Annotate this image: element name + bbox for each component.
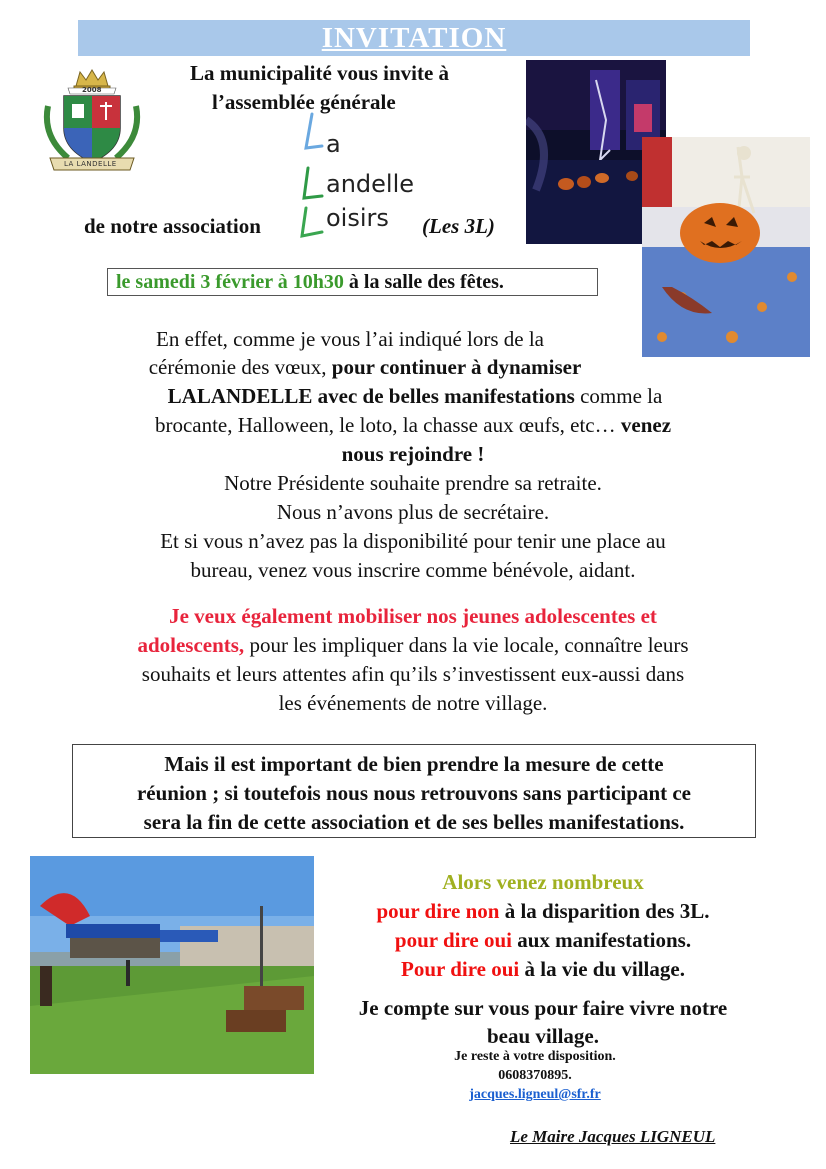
crest-year: 2008 [82, 86, 102, 94]
youth-line-2: adolescents, pour les impliquer dans la vie locale, connaître leurs [137, 633, 689, 657]
closing-line-2: pour dire oui aux manifestations. [394, 928, 692, 952]
closing-phone: 0608370895. [498, 1068, 572, 1083]
logo-row-2: andelle [326, 170, 415, 198]
pumpkin-photo [642, 137, 810, 357]
youth-line-3: souhaits et leurs attentes afin qu’ils s’investissent eux-aussi dans [141, 662, 685, 686]
closing-call: Alors venez nombreux [442, 870, 644, 894]
closing-line-3: Pour dire oui à la vie du village. [401, 957, 685, 981]
village-photo [30, 856, 314, 1074]
youth-line-1: Je veux également mobiliser nos jeunes adolescentes et [169, 604, 657, 628]
closing-dispo: Je reste à votre disposition. [454, 1049, 616, 1064]
logo-row-3: oisirs [326, 204, 389, 232]
warning-line-1: Mais il est important de bien prendre la mesure de cette [164, 752, 664, 776]
closing-count-2: beau village. [486, 1024, 599, 1048]
body-line-5: nous rejoindre ! [341, 442, 485, 466]
association-logo [296, 112, 430, 242]
warning-line-2: réunion ; si toutefois nous nous retrouvons sans participant ce [136, 781, 692, 805]
closing-line-1: pour dire non à la disparition des 3L. [376, 899, 710, 923]
page-title: INVITATION [321, 21, 507, 54]
logo-row-1: a [326, 130, 341, 158]
body-line-2: cérémonie des vœux, pour continuer à dynamiser [148, 355, 582, 379]
body-line-6: Notre Présidente souhaite prendre sa retraite. [224, 471, 602, 495]
date-box [107, 268, 598, 296]
closing-count-1: Je compte sur vous pour faire vivre notre [358, 996, 728, 1020]
youth-line-4: les événements de notre village. [278, 691, 548, 715]
body-line-8: Et si vous n’avez pas la disponibilité pour tenir une place au [160, 529, 666, 553]
association-abbr: (Les 3L) [422, 214, 495, 238]
intro-line-3: de notre association [84, 214, 261, 238]
title-bar [78, 20, 750, 56]
contact-email-link[interactable]: jacques.ligneul@sfr.fr [469, 1087, 601, 1102]
warning-line-3: sera la fin de cette association et de ses belles manifestations. [143, 810, 685, 834]
intro-line-1: La municipalité vous invite à [190, 61, 450, 85]
warning-box [72, 744, 756, 838]
body-line-4: brocante, Halloween, le loto, la chasse aux œufs, etc… venez [154, 413, 672, 437]
body-line-1: En effet, comme je vous l’ai indiqué lors de la [156, 327, 544, 351]
meeting-place: à la salle des fêtes. [343, 271, 504, 293]
crest-logo [38, 66, 146, 174]
body-line-9: bureau, venez vous inscrire comme bénévole, aidant. [190, 558, 636, 582]
body-line-7: Nous n’avons plus de secrétaire. [276, 500, 550, 524]
meeting-date: le samedi 3 février à 10h30 [116, 271, 344, 293]
crest-banner: LA LANDELLE [64, 160, 117, 168]
signature: Le Maire Jacques LIGNEUL [510, 1127, 716, 1146]
body-line-3: LALANDELLE avec de belles manifestations comme la [167, 384, 663, 408]
intro-line-2: l’assemblée générale [212, 90, 396, 114]
